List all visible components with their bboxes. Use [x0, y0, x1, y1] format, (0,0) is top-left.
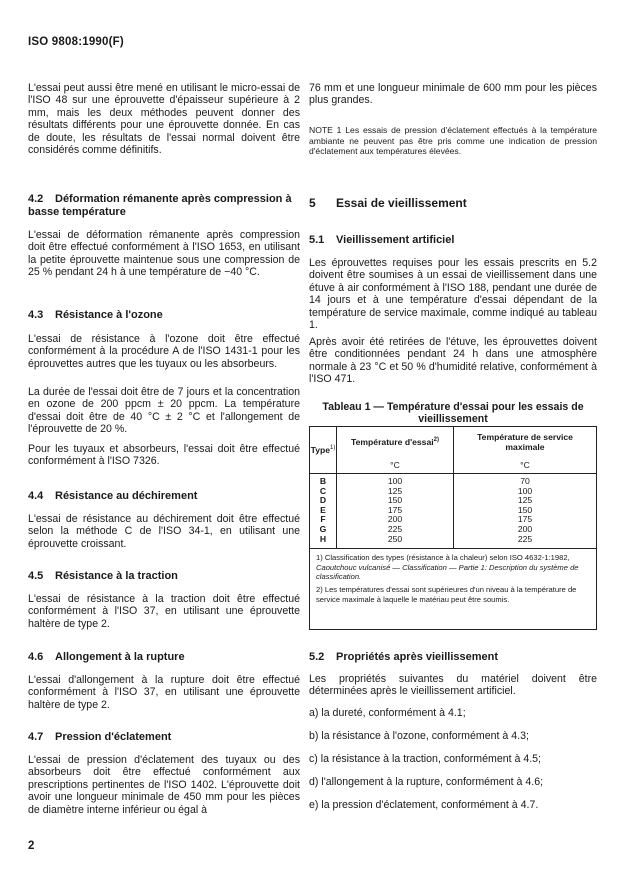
col-test-footnote-ref: 2): [433, 437, 439, 444]
section-number: 4.6: [28, 651, 44, 663]
table-footnote-2: 2) Les températures d'essai sont supérieures d'un niveau à la température de service maximale à laquelle le matériau peut être soumis.: [316, 585, 577, 604]
section-4-6-heading: [28, 651, 300, 664]
table-1-caption: Tableau 1 — Température d'essai pour les essais de vieillissement: [322, 401, 584, 426]
section-title: Allongement à la rupture: [55, 651, 185, 663]
section-number: 5.2: [309, 651, 325, 663]
section-title: Vieillissement artificiel: [336, 234, 455, 246]
section-title: Propriétés après vieillissement: [336, 651, 499, 663]
page-number: 2: [28, 840, 35, 852]
section-title: Résistance à la traction: [55, 570, 178, 582]
section-4-2-text: L'essai de déformation rémanente après compression doit être effectué conformément à l'ISO 1653, en utilisant la petite éprouvette maintenue sous une compression de 25 % pendant 24 h à une température de −40 °C.: [28, 229, 300, 279]
section-title: Résistance au déchirement: [55, 490, 198, 502]
section-4-2-heading: [28, 193, 300, 219]
section-number: 4.5: [28, 570, 44, 582]
section-5-1-text-2: Après avoir été retirées de l'étuve, les éprouvettes doivent être conditionnées pendant 24 h dans une atmosphère normale à 23 °C et 50 % d'humidité relative, conformément à l'ISO 471.: [309, 336, 597, 386]
table-footnotes: [310, 549, 597, 630]
section-5-2-heading: [309, 651, 597, 664]
continuation-paragraph: 76 mm et une longueur minimale de 600 mm pour les pièces plus grandes.: [309, 82, 597, 107]
section-title: Pression d'éclatement: [55, 731, 172, 743]
table-1: [309, 426, 597, 630]
table-service-temps-column: 70 100 125 150 175 200 225: [454, 474, 597, 549]
intro-paragraph: L'essai peut aussi être mené en utilisant le micro-essai de l'ISO 48 sur une éprouvette d'épaisseur supérieure à 2 mm, mais les deux méthodes peuvent donner des résultats différents pour une éprouvette donnée. En cas de doute, les résultats de l'essai normal doivent être considérés comme définitifs.: [28, 82, 300, 157]
section-5-heading: [309, 196, 597, 210]
section-5-2-text: Les propriétés suivantes du matériel doivent être déterminées après le vieillissement artificiel.: [309, 673, 597, 698]
section-title: Essai de vieillissement: [336, 196, 467, 210]
unit-service: °C: [454, 458, 597, 474]
section-4-5-heading: [28, 570, 300, 583]
unit-test: °C: [337, 458, 454, 474]
list-item: d) l'allongement à la rupture, conformément à 4.6;: [309, 776, 544, 788]
section-5-1-text-1: Les éprouvettes requises pour les essais prescrits en 5.2 doivent être soumises à un essai de vieillissement dans une étuve à air conformément à l'ISO 188, pendant une durée de 14 jours et à une température d'essai dépendant de la température de service maximale, comme indiqué au tableau 1.: [309, 257, 597, 332]
footnote-1-text: 1) Classification des types (résistance à la chaleur) selon ISO 4632-1:1982,: [316, 553, 570, 563]
section-4-3-text-2: La durée de l'essai doit être de 7 jours et la concentration en ozone de 200 ppcm ± 20 ppcm. La température d'essai doit être de 40 °C ± 2 °C et l'allongement de l'éprouvette de 20 %.: [28, 386, 300, 436]
section-5-1-heading: [309, 234, 597, 247]
section-4-3-text-1: L'essai de résistance à l'ozone doit être effectué conformément à la procédure A de l'ISO 1431-1 pour les éprouvettes autres que les tuyaux ou les absorbeurs.: [28, 333, 300, 370]
note-1: NOTE 1 Les essais de pression d'éclatement effectués à la température ambiante ne peuvent pas être pris comme une indication de pression d'éclatement aux températures élevées.: [309, 125, 597, 157]
list-item: e) la pression d'éclatement, conformément à 4.7.: [309, 799, 539, 811]
list-item: a) la dureté, conformément à 4.1;: [309, 707, 466, 719]
section-4-4-text: L'essai de résistance au déchirement doit être effectué selon la méthode C de l'ISO 34-1, en utilisant une éprouvette croissant.: [28, 513, 300, 550]
col-test-label: Température d'essai: [351, 437, 434, 448]
section-4-7-text: L'essai de pression d'éclatement des tuyaux ou des absorbeurs doit être effectué conformément aux prescriptions pertinentes de l'ISO 1402. L'éprouvette doit avoir une longueur minimale de 450 mm pour les pièces de diamètre interne inférieur ou égal à: [28, 754, 300, 816]
table-types-column: B C D E F G H: [310, 474, 337, 549]
table-header-test-temp: [337, 427, 454, 458]
section-number: 4.4: [28, 490, 44, 502]
list-item: b) la résistance à l'ozone, conformément à 4.3;: [309, 730, 529, 742]
section-title: Déformation rémanente après compression à basse température: [28, 193, 292, 218]
section-4-3-heading: [28, 309, 300, 322]
section-4-4-heading: [28, 490, 300, 503]
section-4-7-heading: [28, 731, 300, 744]
table-header-type: [310, 427, 337, 474]
section-number: 4.3: [28, 309, 44, 321]
section-4-3-text-3: Pour les tuyaux et absorbeurs, l'essai doit être effectué conformément à l'ISO 7326.: [28, 443, 300, 468]
section-number: 5: [309, 196, 316, 210]
section-title: Résistance à l'ozone: [55, 309, 163, 321]
list-item: c) la résistance à la traction, conformément à 4.5;: [309, 753, 541, 765]
footnote-1-title: Caoutchouc vulcanisé — Classification — Partie 1: Description du système de classification.: [316, 562, 579, 581]
col-type-footnote-ref: 1): [330, 445, 336, 452]
section-number: 4.7: [28, 731, 44, 743]
section-number: 4.2: [28, 193, 44, 205]
table-header-service-temp: Température de service maximale: [454, 427, 597, 458]
section-4-6-text: L'essai d'allongement à la rupture doit être effectué conformément à l'ISO 37, en utilisant une éprouvette haltère de type 2.: [28, 674, 300, 711]
table-test-temps-column: 100 125 150 175 200 225 250: [337, 474, 454, 549]
col-type-label: Type: [310, 445, 331, 455]
table-footnote-1: [316, 553, 590, 581]
section-number: 5.1: [309, 234, 325, 246]
document-header: ISO 9808:1990(F): [28, 36, 124, 48]
section-4-5-text: L'essai de résistance à la traction doit être effectué conformément à l'ISO 37, en utilisant une éprouvette haltère de type 2.: [28, 593, 300, 630]
